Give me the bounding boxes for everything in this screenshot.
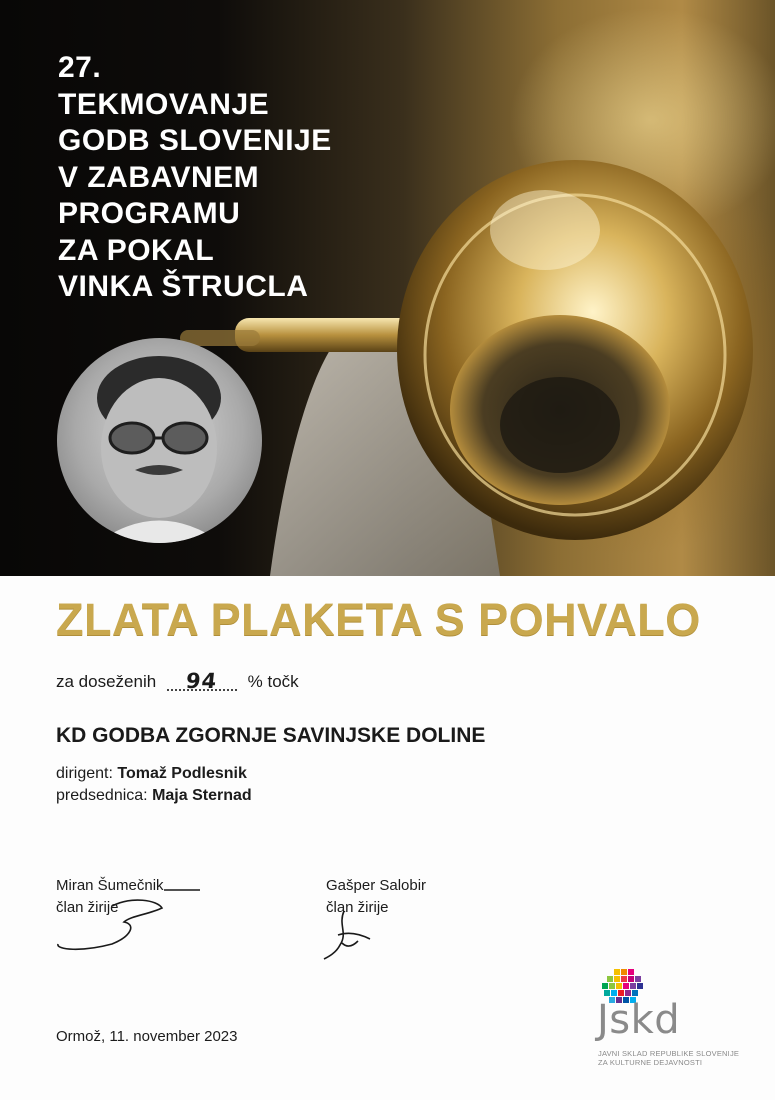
competition-title bbox=[58, 50, 332, 306]
score-value: 94 bbox=[185, 669, 219, 693]
title-line: GODB SLOVENIJE bbox=[58, 124, 332, 157]
jskd-subtitle-line: ZA KULTURNE DEJAVNOSTI bbox=[598, 1058, 703, 1067]
jury-member-2-name: Gašper Salobir bbox=[326, 877, 427, 894]
signature-1 bbox=[52, 878, 212, 953]
award-title: ZLATA PLAKETA S POHVALO bbox=[56, 594, 701, 645]
president-label: predsednica: bbox=[56, 787, 148, 804]
title-line: 27. bbox=[58, 51, 102, 84]
jskd-logo-subtitle bbox=[598, 1049, 739, 1067]
title-line: TEKMOVANJE bbox=[58, 87, 270, 121]
title-line: VINKA ŠTRUCLA bbox=[58, 270, 309, 303]
score-line bbox=[56, 668, 299, 694]
president-name: Maja Sternad bbox=[152, 787, 252, 804]
title-line: PROGRAMU bbox=[58, 197, 241, 230]
portrait-photo bbox=[57, 338, 262, 543]
conductor-label: dirigent: bbox=[56, 765, 113, 782]
jury-member-1-role: član žirije bbox=[56, 899, 119, 916]
title-line: ZA POKAL bbox=[58, 233, 215, 267]
score-suffix: % točk bbox=[247, 672, 299, 691]
signature-2 bbox=[318, 905, 388, 965]
conductor-name: Tomaž Podlesnik bbox=[117, 765, 247, 782]
president-line bbox=[56, 787, 252, 805]
jury-member-1-name: Miran Šumečnik bbox=[56, 877, 164, 894]
title-line: V ZABAVNEM bbox=[58, 160, 260, 194]
place-and-date: Ormož, 11. november 2023 bbox=[56, 1028, 238, 1045]
jskd-subtitle-line: JAVNI SKLAD REPUBLIKE SLOVENIJE bbox=[598, 1049, 740, 1058]
conductor-line bbox=[56, 765, 247, 783]
score-field bbox=[167, 665, 237, 691]
jury-member-2-role: član žirije bbox=[326, 899, 389, 916]
portrait-illustration bbox=[57, 338, 262, 543]
score-prefix: za doseženih bbox=[56, 672, 157, 691]
jskd-logo-text: Jskd bbox=[597, 997, 681, 1043]
recipient-name: KD GODBA ZGORNJE SAVINJSKE DOLINE bbox=[56, 724, 486, 747]
